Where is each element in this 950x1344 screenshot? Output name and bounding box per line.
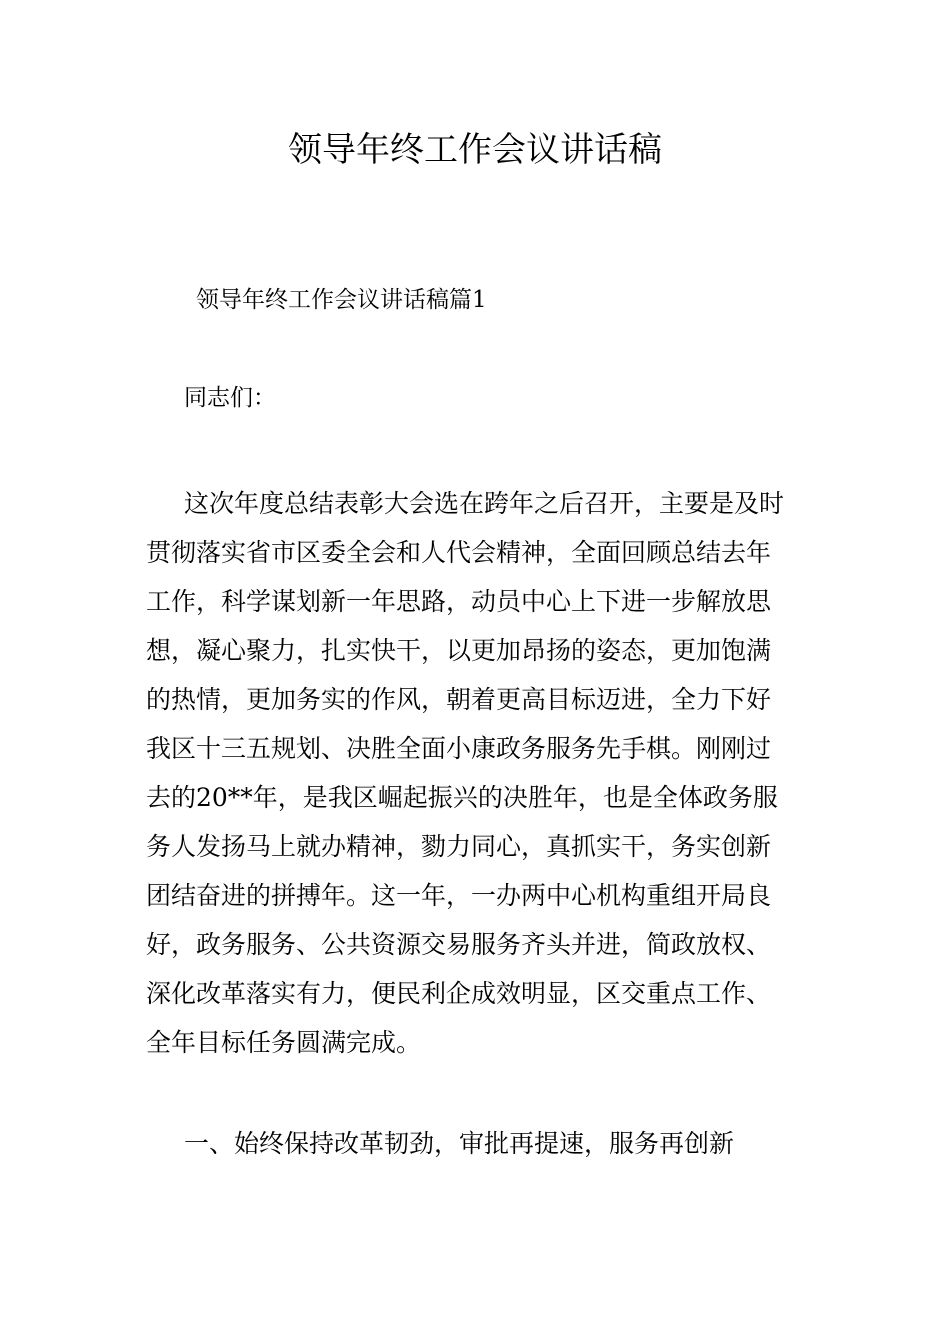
paragraph-line: 贯彻落实省市区委全会和人代会精神，全面回顾总结去年 xyxy=(146,538,772,567)
paragraph-line: 工作，科学谋划新一年思路，动员中心上下进一步解放思 xyxy=(146,587,772,616)
paragraph-line: 团结奋进的拼搏年。这一年，一办两中心机构重组开局良 xyxy=(146,881,772,910)
document-title: 领导年终工作会议讲话稿 xyxy=(288,130,662,170)
document-subtitle: 领导年终工作会议讲话稿篇1 xyxy=(196,287,487,313)
paragraph-line: 好，政务服务、公共资源交易服务齐头并进，简政放权、 xyxy=(146,930,772,959)
paragraph-line: 想，凝心聚力，扎实快干，以更加昂扬的姿态，更加饱满 xyxy=(146,636,772,665)
paragraph-line: 全年目标任务圆满完成。 xyxy=(146,1028,422,1057)
paragraph-line: 的热情，更加务实的作风，朝着更高目标迈进，全力下好 xyxy=(146,685,772,714)
paragraph-line: 务人发扬马上就办精神，勠力同心，真抓实干，务实创新 xyxy=(146,832,772,861)
paragraph-line: 我区十三五规划、决胜全面小康政务服务先手棋。刚刚过 xyxy=(146,734,772,763)
salutation: 同志们： xyxy=(184,385,276,411)
paragraph-line: 这次年度总结表彰大会选在跨年之后召开，主要是及时 xyxy=(184,489,785,518)
body-paragraph xyxy=(146,479,811,1067)
paragraph-line: 深化改革落实有力，便民利企成效明显，区交重点工作、 xyxy=(146,979,772,1008)
section-heading: 一、始终保持改革韧劲，审批再提速，服务再创新 xyxy=(184,1129,735,1158)
paragraph-line: 去的20**年，是我区崛起振兴的决胜年，也是全体政务服 xyxy=(146,783,778,812)
